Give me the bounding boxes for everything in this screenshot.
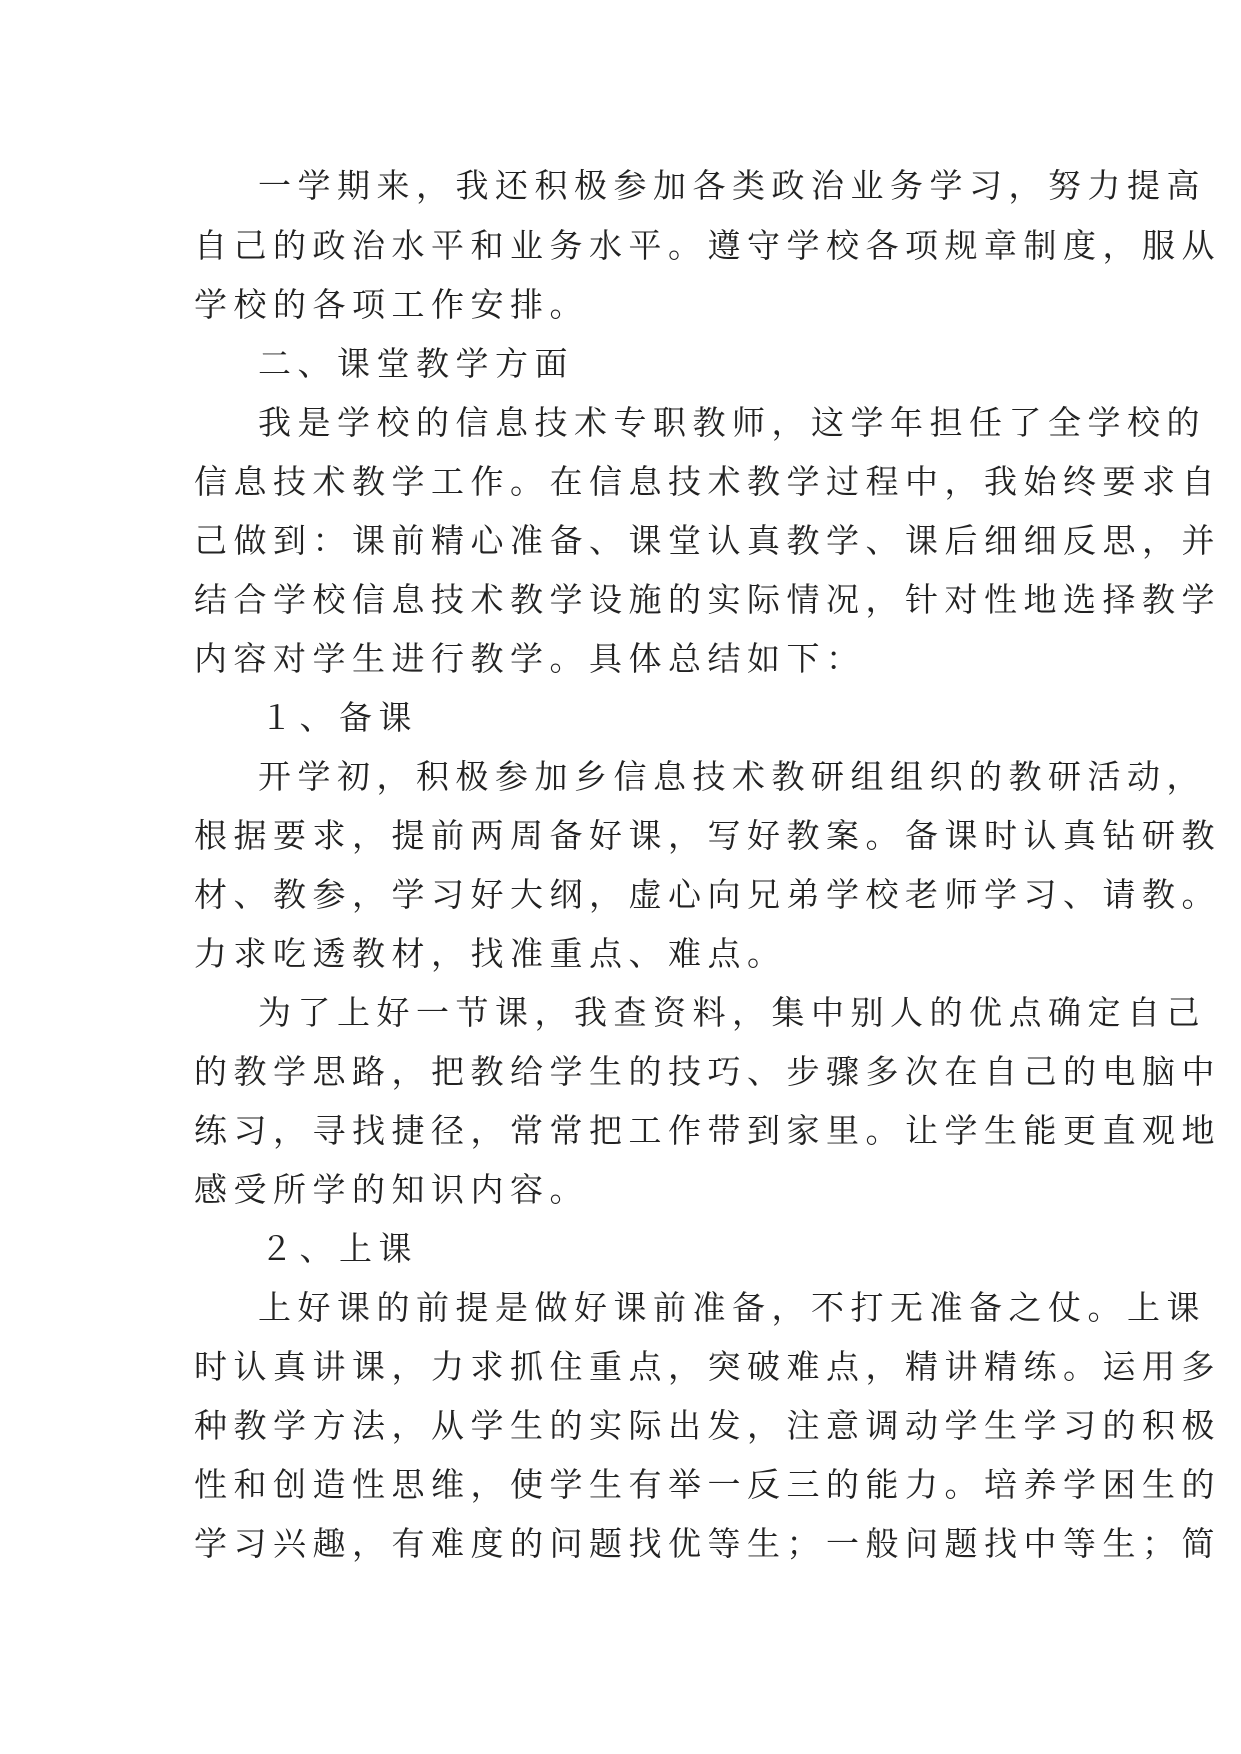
paragraph-line: 性和创造性思维，使学生有举一反三的能力。培养学困生的 bbox=[194, 1465, 1221, 1504]
paragraph-line: 根据要求，提前两周备好课，写好教案。备课时认真钻研教 bbox=[194, 816, 1221, 855]
paragraph-line: 开学初，积极参加乡信息技术教研组组织的教研活动， bbox=[258, 757, 1206, 796]
paragraph-line: 一学期来，我还积极参加各类政治业务学习，努力提高 bbox=[258, 166, 1206, 205]
paragraph-line: 为了上好一节课，我查资料，集中别人的优点确定自己 bbox=[258, 993, 1206, 1032]
subsection-heading: ２、上课 bbox=[260, 1229, 418, 1268]
paragraph-line: 学校的各项工作安排。 bbox=[194, 285, 589, 324]
paragraph-line: 种教学方法，从学生的实际出发，注意调动学生学习的积极 bbox=[194, 1406, 1221, 1445]
paragraph-line: 我是学校的信息技术专职教师，这学年担任了全学校的 bbox=[258, 403, 1206, 442]
paragraph-line: 时认真讲课，力求抓住重点，突破难点，精讲精练。运用多 bbox=[194, 1347, 1221, 1386]
paragraph-line: 的教学思路，把教给学生的技巧、步骤多次在自己的电脑中 bbox=[194, 1052, 1221, 1091]
paragraph-line: 材、教参，学习好大纲，虚心向兄弟学校老师学习、请教。 bbox=[194, 875, 1221, 914]
paragraph-line: 力求吃透教材，找准重点、难点。 bbox=[194, 934, 787, 973]
paragraph-line: 己做到：课前精心准备、课堂认真教学、课后细细反思，并 bbox=[194, 521, 1221, 560]
paragraph-line: 自己的政治水平和业务水平。遵守学校各项规章制度，服从 bbox=[194, 226, 1221, 265]
paragraph-line: 信息技术教学工作。在信息技术教学过程中，我始终要求自 bbox=[194, 462, 1221, 501]
subsection-heading: １、备课 bbox=[260, 698, 418, 737]
paragraph-line: 感受所学的知识内容。 bbox=[194, 1170, 589, 1209]
paragraph-line: 学习兴趣，有难度的问题找优等生；一般问题找中等生；简 bbox=[194, 1524, 1221, 1563]
paragraph-line: 上好课的前提是做好课前准备，不打无准备之仗。上课 bbox=[258, 1288, 1206, 1327]
section-heading: 二、课堂教学方面 bbox=[258, 344, 574, 383]
paragraph-line: 结合学校信息技术教学设施的实际情况，针对性地选择教学 bbox=[194, 580, 1221, 619]
paragraph-line: 练习，寻找捷径，常常把工作带到家里。让学生能更直观地 bbox=[194, 1111, 1221, 1150]
paragraph-line: 内容对学生进行教学。具体总结如下： bbox=[194, 639, 866, 678]
